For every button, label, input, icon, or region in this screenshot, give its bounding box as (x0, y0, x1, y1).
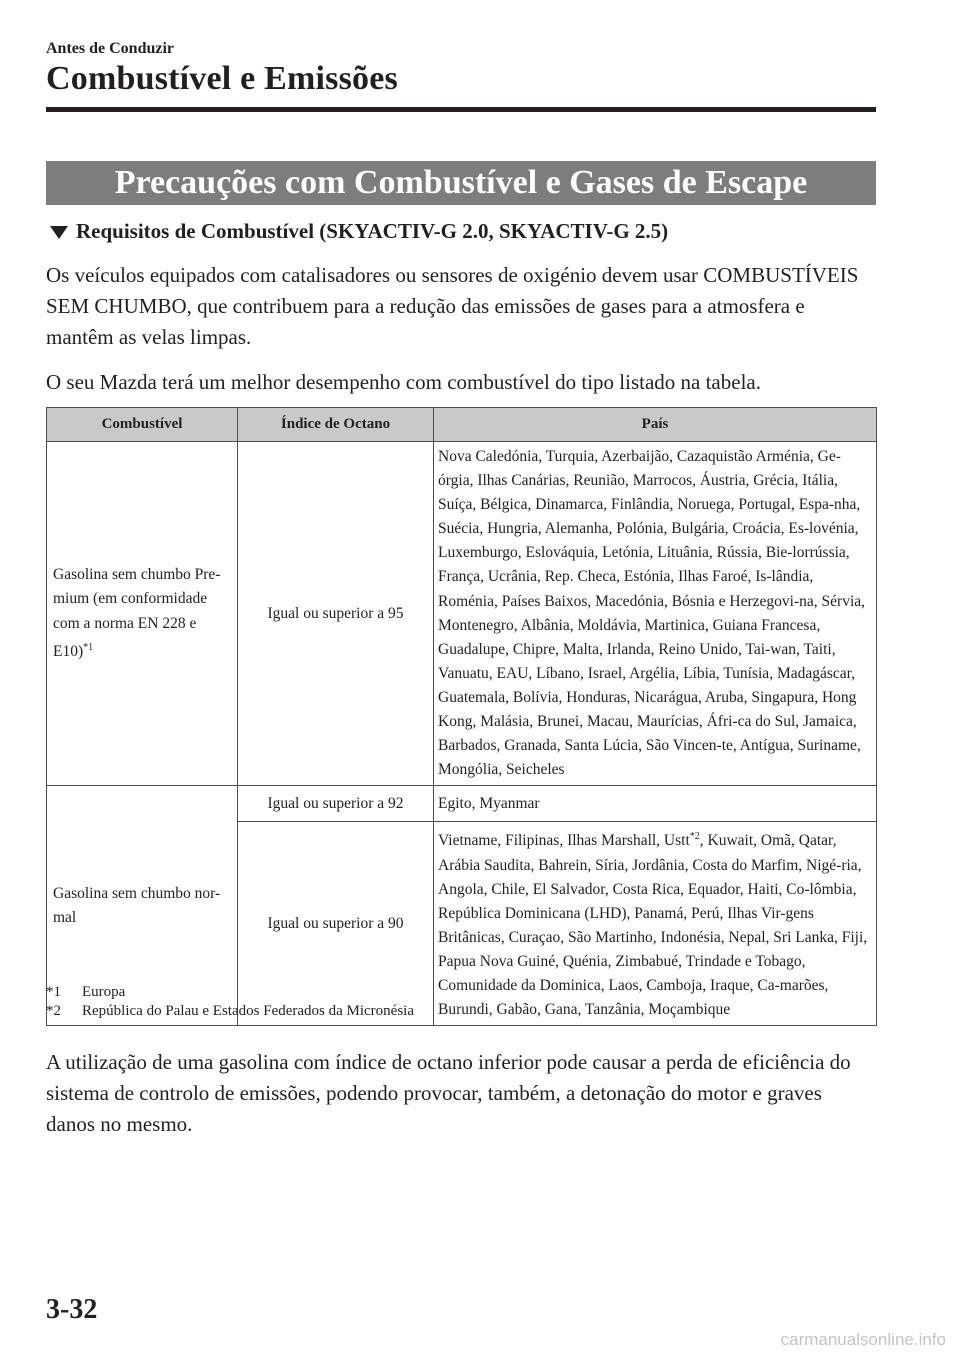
warning-paragraph: A utilização de uma gasolina com índice de octano inferior pode causar a perda de eficiência do sistema de controlo de emissões, podendo provocar, também, a detonação do motor e graves danos no mesmo. (46, 1050, 851, 1136)
fuel-premium-text: Gasolina sem chumbo Pre-mium (em conformidade com a norma EN 228 e E10) (53, 566, 221, 660)
country-cell: Egito, Myanmar (434, 786, 877, 822)
footnote (46, 1003, 414, 1020)
fuel-cell: Gasolina sem chumbo nor-mal (47, 786, 238, 1026)
table-header-row (47, 408, 877, 442)
header-fuel: Combustível (47, 408, 238, 442)
header-country: País (434, 408, 877, 442)
footnote-mark: *2 (689, 831, 700, 843)
watermark: carmanualsonline.info (780, 1330, 946, 1349)
page-banner: Precauções com Combustível e Gases de Escape (46, 161, 876, 205)
fuel-cell (47, 442, 238, 786)
footnote-text: Europa (82, 984, 126, 1000)
octane-cell: Igual ou superior a 95 (238, 442, 434, 786)
fuel-requirements-table (46, 407, 877, 1026)
footnote-mark: *1 (46, 984, 61, 1000)
footnote-mark: *1 (83, 641, 94, 653)
footnote (46, 984, 125, 1001)
octane-cell: Igual ou superior a 90 (238, 822, 434, 1026)
country-text: , Kuwait, Omã, Qatar, Arábia Saudita, Bahrein, Síria, Jordânia, Costa do Marfim, Nigé-ria, Angola, Chile, El Salvador, Costa Rica, Equador, Haiti, Co-lômbia, República Dominicana (LHD), Panamá, Perú, Ilhas Vir-gens Britânicas, Curaçao, São Martinho, Indonésia, Nepal, Sri Lanka, Fiji, Papua Nova Guiné, Quénia, Zimbabué, Trindade e Tobago, Comunidade da Dominica, Laos, Camboja, Iraque, Ca-marões, Burundi, Gabão, Gana, Tanzânia, Moçambique (438, 832, 868, 1019)
performance-paragraph: O seu Mazda terá um melhor desempenho com combustível do tipo listado na tabela. (46, 370, 761, 394)
table-row (47, 442, 877, 786)
octane-cell: Igual ou superior a 92 (238, 786, 434, 822)
footnote-mark: *2 (46, 1003, 61, 1019)
section-title: Combustível e Emissões (46, 60, 398, 97)
intro-paragraph: Os veículos equipados com catalisadores ou sensores de oxigénio devem usar COMBUSTÍVEIS SEM CHUMBO, que contribuem para a redução das emissões de gases para a atmosfera e mantêm as velas limpas. (46, 263, 859, 349)
table-row (47, 786, 877, 822)
subheading (50, 219, 668, 244)
chapter-label: Antes de Conduzir (46, 40, 175, 57)
page-number: 3-32 (46, 1294, 98, 1325)
subheading-text: Requisitos de Combustível (SKYACTIV-G 2.0, SKYACTIV-G 2.5) (76, 219, 669, 243)
header-octane: Índice de Octano (238, 408, 434, 442)
country-cell (434, 822, 877, 1026)
header-rule (46, 107, 876, 112)
country-cell: Nova Caledónia, Turquia, Azerbaijão, Cazaquistão Arménia, Ge-órgia, Ilhas Canárias, Reunião, Marrocos, Áustria, Grécia, Itália, Suíça, Bélgica, Dinamarca, Finlândia, Noruega, Portugal, Espa-nha, Suécia, Hungria, Alemanha, Polónia, Bulgária, Croácia, Es-lovénia, Luxemburgo, Eslováquia, Letónia, Lituânia, Rússia, Bie-lorrússia, França, Ucrânia, Rep. Checa, Estónia, Ilhas Faroé, Is-lândia, Roménia, Países Baixos, Macedónia, Bósnia e Herzegovi-na, Sérvia, Montenegro, Albânia, Moldávia, Martinica, Guiana Francesa, Guadalupe, Chipre, Malta, Irlanda, Reino Unido, Tai-wan, Taiti, Vanuatu, EAU, Líbano, Israel, Argélia, Líbia, Tunísia, Madagáscar, Guatemala, Bolívia, Honduras, Nicarágua, Aruba, Singapura, Hong Kong, Malásia, Brunei, Macau, Maurícias, Áfri-ca do Sul, Jamaica, Barbados, Granada, Santa Lúcia, São Vincen-te, Antígua, Suriname, Mongólia, Seicheles (434, 442, 877, 786)
country-text: Vietname, Filipinas, Ilhas Marshall, Ustt (438, 832, 690, 850)
triangle-down-icon (50, 226, 68, 239)
footnote-text: República do Palau e Estados Federados da Micronésia (82, 1003, 414, 1019)
